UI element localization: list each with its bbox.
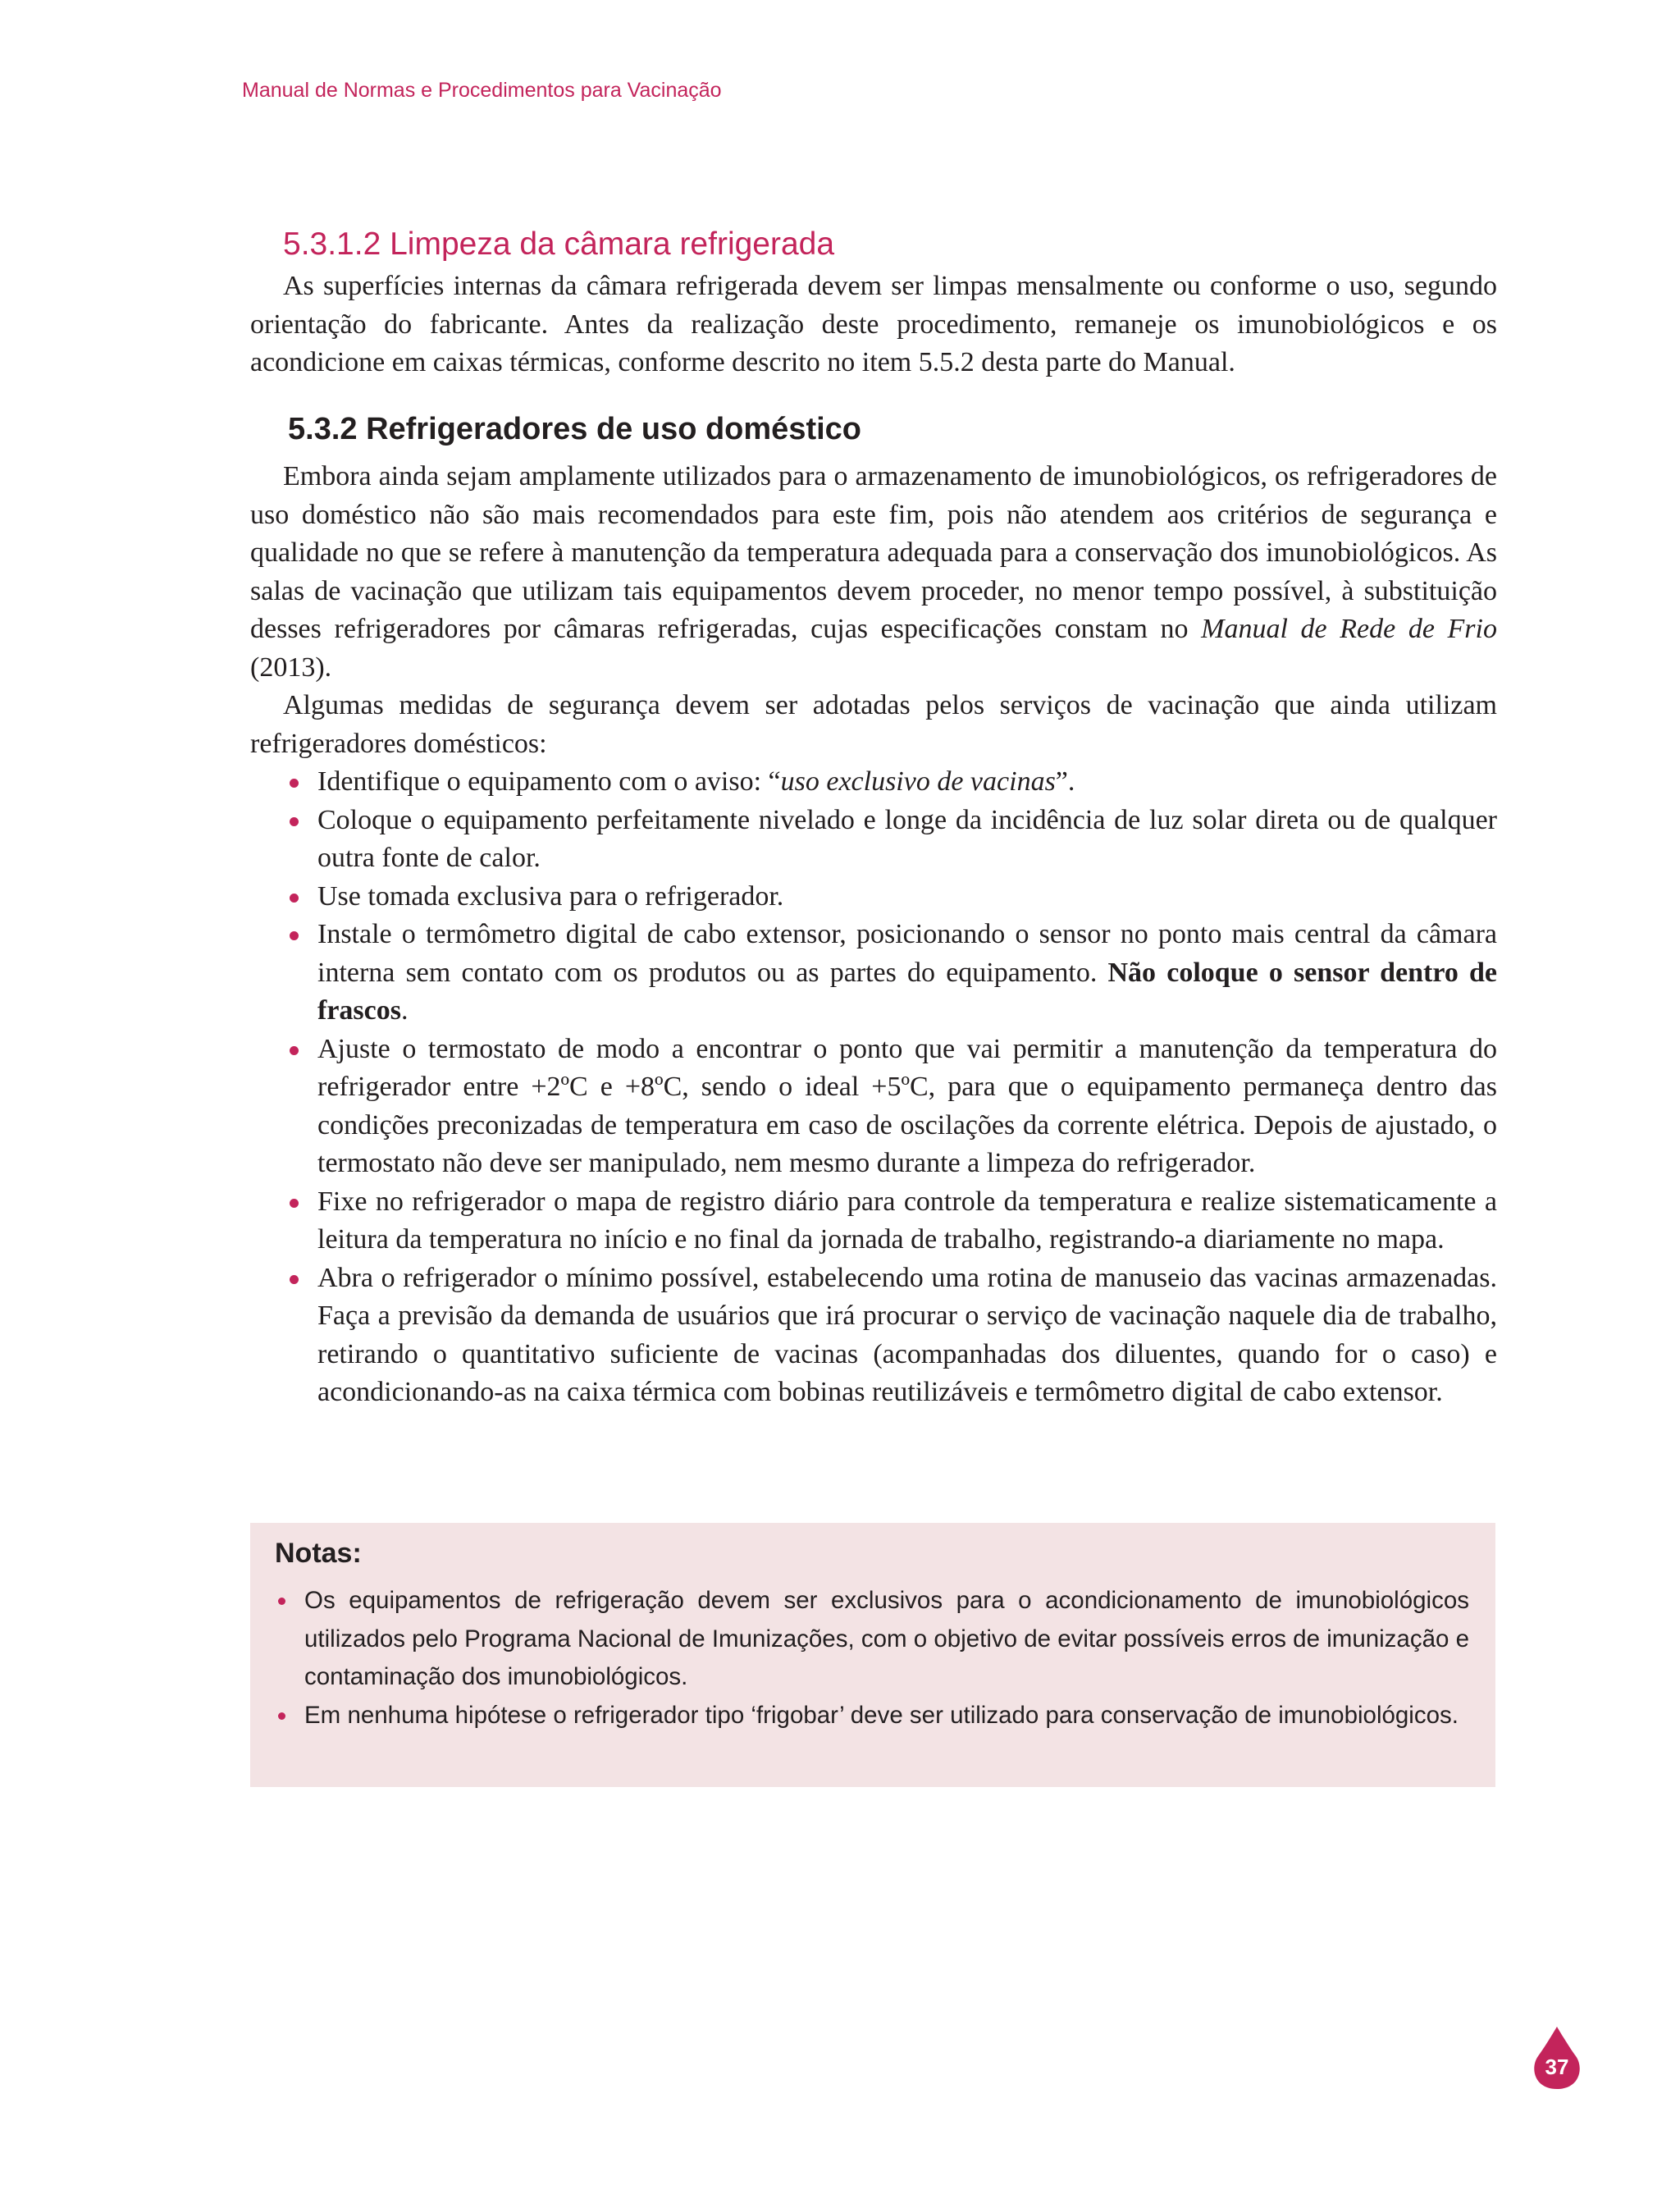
bullet-text: Fixe no refrigerador o mapa de registro diário para controle da temperatura e realize sistematicamente a leitura da temperatura no início e no final da jornada de trabalho, registrando-a diariamente no mapa. xyxy=(317,1186,1497,1255)
list-item xyxy=(250,1031,1497,1183)
safety-measures-intro: Algumas medidas de segurança devem ser adotadas pelos serviços de vacinação que ainda utilizam refrigeradores domésticos: xyxy=(250,690,1497,759)
bullet-icon xyxy=(290,1046,299,1055)
notes-title: Notas: xyxy=(275,1538,362,1569)
list-item xyxy=(275,1582,1469,1697)
list-item xyxy=(250,1183,1497,1259)
bullet-text: Ajuste o termostato de modo a encontrar o ponto que vai permitir a manutenção da temperatura do refrigerador entre +2ºC e +8ºC, sendo o ideal +5ºC, para que o equipamento permaneça dentro das condições preconizadas de temperatura em caso de oscilações da corrente elétrica. Depois de ajustado, o termostato não deve ser manipulado, nem mesmo durante a limpeza do refrigerador. xyxy=(317,1033,1497,1178)
running-header: Manual de Normas e Procedimentos para Vacinação xyxy=(242,79,722,102)
list-item xyxy=(250,763,1497,802)
bullet-icon xyxy=(290,931,299,940)
bullet-italic-text: uso exclusivo de vacinas xyxy=(780,766,1056,797)
list-item xyxy=(250,1259,1497,1412)
bullet-text: . xyxy=(400,995,409,1026)
bullet-icon xyxy=(290,1199,299,1208)
notes-box xyxy=(250,1523,1495,1787)
bullet-text: Use tomada exclusiva para o refrigerador. xyxy=(317,880,784,912)
bullet-text: Coloque o equipamento perfeitamente nivelado e longe da incidência de luz solar direta ou de qualquer outra fonte de calor. xyxy=(317,804,1497,873)
bullet-icon xyxy=(290,817,299,826)
cleaning-paragraph: As superfícies internas da câmara refrigerada devem ser limpas mensalmente ou conforme o uso, segundo orientação do fabricante. Antes da realização deste procedimento, remaneje os imunobiológicos e os acondicione em caixas térmicas, conforme descrito no item 5.5.2 desta parte do Manual. xyxy=(250,271,1497,377)
list-item xyxy=(250,802,1497,878)
manual-title-reference: Manual de Rede de Frio xyxy=(1201,614,1497,644)
bullet-icon xyxy=(278,1598,285,1605)
bullet-text: Abra o refrigerador o mínimo possível, estabelecendo uma rotina de manuseio das vacinas armazenadas. Faça a previsão da demanda de usuários que irá procurar o serviço de vacinação naquele dia de trabalho, retirando o quantitativo suficiente de vacinas (acompanhadas dos diluentes, quando for o caso) e acondicionando-as na caixa térmica com bobinas reutilizáveis e termômetro digital de cabo extensor. xyxy=(317,1262,1497,1407)
page-number: 37 xyxy=(1545,2055,1569,2079)
list-item xyxy=(250,878,1497,917)
bullet-bold-text: Não coloque o sensor dentro de frascos xyxy=(317,957,1497,1026)
bullet-text: Instale o termômetro digital de cabo extensor, posicionando o sensor no ponto mais central da câmara interna sem contato com os produtos ou as partes do equipamento. xyxy=(317,919,1497,988)
domestic-fridge-paragraph xyxy=(250,458,1497,687)
bullet-icon xyxy=(290,1275,299,1284)
note-text: Em nenhuma hipótese o refrigerador tipo ‘frigobar’ deve ser utilizado para conservação de imunobiológicos. xyxy=(304,1701,1459,1729)
paragraph-text: (2013). xyxy=(250,651,332,683)
notes-list xyxy=(275,1582,1469,1735)
list-item xyxy=(275,1697,1469,1735)
bullet-icon xyxy=(278,1712,285,1720)
section-heading: 5.3.2 Refrigeradores de uso doméstico xyxy=(288,412,862,446)
safety-measures-list xyxy=(250,763,1497,1412)
paragraph-text: Embora ainda sejam amplamente utilizados para o armazenamento de imunobiológicos, os refrigeradores de uso doméstico não são mais recomendados para este fim, pois não atendem aos critérios de segurança e qualidade no que se refere à manutenção da temperatura adequada para a conservação dos imunobiológicos. As salas de vacinação que utilizam tais equipamentos devem proceder, no menor tempo possível, à substituição desses refrigeradores por câmaras refrigeradas, cujas especificações constam no xyxy=(250,461,1497,644)
bullet-text: ”. xyxy=(1055,766,1075,797)
list-item xyxy=(250,916,1497,1031)
bullet-icon xyxy=(290,779,299,788)
subsection-heading: 5.3.1.2 Limpeza da câmara refrigerada xyxy=(283,226,835,262)
bullet-text: Identifique o equipamento com o aviso: “ xyxy=(317,766,781,797)
note-text: Os equipamentos de refrigeração devem ser exclusivos para o acondicionamento de imunobiológicos utilizados pelo Programa Nacional de Imunizações, com o objetivo de evitar possíveis erros de imunização e contaminação dos imunobiológicos. xyxy=(304,1587,1470,1690)
bullet-icon xyxy=(290,894,299,903)
